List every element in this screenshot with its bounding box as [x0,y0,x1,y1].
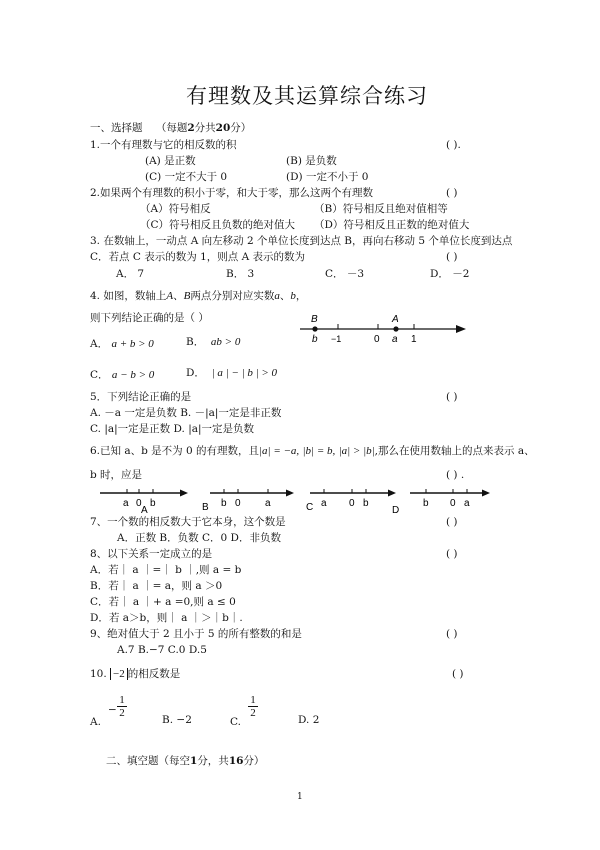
q6-line-b-label-a: a [265,498,271,509]
q9-paren: ( ) [446,628,458,640]
q4-number-line [296,310,476,350]
q6-line-a-label-a: a [123,498,129,509]
q4-option-b [186,336,240,349]
q10-option-c-fraction [248,694,258,719]
q4-var-a: a [274,290,280,302]
section-2-total: 16 [228,755,244,767]
q1-paren: ( ). [446,139,461,151]
q6-line-a [100,489,188,516]
q6-line-c-arrow [388,490,396,497]
q4-stem-pre: 4. 如图，数轴上 [90,290,167,302]
q6-line-a-label-0: 0 [136,498,142,509]
q4-label-a-upper: A [392,314,399,325]
q6-line-a-option: A [141,505,148,516]
q10-stem [90,668,180,681]
q7-options: A．正数 B．负数 C．0 D．非负数 [117,532,281,544]
q6-line-d-label-a: a [464,498,470,509]
q6-line-b-arrow [286,490,294,497]
q8-option-a: A．若｜ a ｜=｜ b ｜,则 a = b [90,564,242,576]
q6-line-b-option: B [202,502,209,513]
q10-option-a-fraction [117,694,127,719]
section-1-header [90,122,251,135]
q2-option-a: （A）符号相反 [140,203,211,215]
q4-sep: 、 [173,290,184,302]
q9-options: A.7 B.−7 C.0 D.5 [117,644,207,656]
q4-line-2: 则下列结论正确的是（ ） [90,312,209,324]
q4-option-a-label: A． [90,338,109,350]
q6-line-d-label-b: b [423,498,429,509]
q4-stem-mid: 两点分别对应实数 [190,290,275,302]
q4-option-c-label: C． [90,369,109,381]
q2-paren: ( ) [446,187,458,199]
q1-option-b: (B) 是负数 [286,155,337,167]
q6-line-d-option: D [392,505,400,516]
q6-condition-1: |a| = −a, [259,445,300,457]
q4-point-a [393,326,398,331]
q8-paren: ( ) [446,548,458,560]
q8-option-d: D．若 a＞b，则｜ a ｜＞｜b｜. [90,612,243,624]
q4-option-c-expr: a − b > 0 [111,369,155,381]
q4-option-c [90,369,154,382]
q10-option-c-denominator: 2 [248,706,258,719]
q4-label-b: b [312,334,318,345]
q4-point-b-name: B [183,290,191,302]
q10-option-a-denominator: 2 [117,706,127,719]
q6-number-lines [96,486,516,516]
section-1-points: 2 [187,122,195,134]
q6-line-c-label-0: 0 [349,498,355,509]
q10-stem-post: 的相反数是 [127,668,181,680]
q3-option-c: C． －3 [325,268,365,280]
q4-label-0: 0 [374,334,380,345]
q6-line-2: b 时，应是 [90,469,143,481]
q10-paren: ( ) [452,668,464,680]
q4-option-d-label: D． [186,367,205,379]
q3-option-a: A． 7 [116,268,145,280]
q1-stem: 1.一个有理数与它的相反数的积 [90,139,237,151]
q6-line-d [392,489,490,516]
section-1-note-post: 分） [230,122,252,134]
q6-line-c [306,489,396,513]
q6-paren: ( ) . [446,469,465,481]
q5-paren: ( ) [446,391,458,403]
q9-stem: 9、绝对值大于 2 且小于 5 的所有整数的和是 [90,628,302,640]
q3-line-1: 3. 在数轴上，一动点 A 向左移动 2 个单位长度到达点 B，再向右移动 5 个单位长度到达点 [90,235,513,247]
q4-option-a [90,338,154,351]
q3-paren: ( ) [446,251,458,263]
q10-abs-expr [110,668,128,680]
q4-stem [90,290,306,303]
q4-var-b: b [290,290,296,302]
section-2-header [106,755,264,768]
q6-line-c-label-b: b [363,498,369,509]
q10-option-a-label: A. [90,716,101,728]
section-1-total: 20 [215,122,231,134]
q4-option-d-expr: | a | − | b | > 0 [211,367,278,379]
q4-label-1: 1 [411,334,417,345]
q10-option-a-numerator: 1 [119,694,125,706]
q6-line-d-arrow [482,490,490,497]
page-title: 有理数及其运算综合练习 [186,84,428,108]
q6-line-d-label-0: 0 [450,498,456,509]
q4-option-b-expr: ab > 0 [210,336,241,348]
q10-option-a-sign: − [108,704,117,716]
section-2-pre: 二、填空题（每空 [106,755,190,767]
section-2-mid: 分，共 [197,755,229,767]
q6-line-c-label-a: a [321,498,327,509]
q3-option-b: B． 3 [226,268,255,280]
section-1-label: 一、选择题 [90,122,143,134]
q4-option-b-label: B． [186,336,205,348]
q6-line-b-label-b: b [221,498,227,509]
q4-label-b-upper: B [311,314,318,325]
q10-number: 10. [90,668,107,680]
q6-line-a-arrow [180,490,188,497]
q4-option-d [186,367,277,380]
q3-option-d: D． －2 [430,268,470,280]
q6-condition-3: |a| > |b| [338,445,375,457]
section-1-note-mid: 分共 [194,122,216,134]
section-2-post: 分） [243,755,265,767]
q5-options-cd: C. |a|一定是正数 D. |a|一定是负数 [90,423,255,435]
q6-line-c-option: C [306,502,314,513]
q10-option-c-numerator: 1 [250,694,256,706]
q2-option-d: （D）符号相反且正数的绝对值大 [314,219,470,231]
q4-point-b [312,326,317,331]
q1-option-c: (C) 一定不大于 0 [145,171,228,183]
q8-option-c: C．若｜ a ｜+ a =0,则 a ≤ 0 [90,596,236,608]
section-1-note-pre: （每题 [155,122,188,134]
q6-line-b [202,489,294,513]
q6-stem [90,445,535,458]
q3-line-2: C．若点 C 表示的数为 1，则点 A 表示的数为 [90,251,306,263]
q2-stem: 2.如果两个有理数的积小于零，和大于零，那么这两个有理数 [90,187,374,199]
q6-condition-2: |b| = b, [302,445,336,457]
q6-line-b-label-0: 0 [235,498,241,509]
q4-comma: ， [295,290,307,302]
page-number: 1 [297,792,303,802]
q6-stem-pre: 6.已知 a、b 是不为 0 的有理数，且 [90,445,260,457]
q1-option-d: (D) 一定不小于 0 [286,171,369,183]
q7-paren: ( ) [446,516,458,528]
q10-option-b: B. −2 [162,714,192,726]
q6-line-a-label-b: b [150,498,156,509]
q10-abs-value: −2 [113,668,125,680]
q7-stem: 7、一个数的相反数大于它本身，这个数是 [90,516,286,528]
q4-point-a-name: A [166,290,174,302]
q4-sep-2: 、 [279,290,291,302]
q1-option-a: (A) 是正数 [145,155,196,167]
q4-axis-arrow [456,325,466,333]
q2-option-b: （B）符号相反且绝对值相等 [314,203,448,215]
q4-label-a: a [392,334,398,345]
q10-option-c-label: C. [230,716,241,728]
q5-stem: 5．下列结论正确的是 [90,391,192,403]
q2-option-c: （C）符号相反且负数的绝对值大 [140,219,296,231]
q8-stem: 8、以下关系一定成立的是 [90,548,213,560]
q5-options-ab: A. －a 一定是负数 B. －|a|一定是非正数 [90,407,282,419]
q4-option-a-expr: a + b > 0 [111,338,154,350]
q10-option-d: D. 2 [298,714,320,726]
q8-option-b: B．若｜ a ｜= a，则 a ＞0 [90,580,223,592]
q4-label-minus1: −1 [331,334,342,344]
q6-stem-post: ,那么在使用数轴上的点来表示 a、 [374,445,535,457]
section-2-points: 1 [190,755,198,767]
